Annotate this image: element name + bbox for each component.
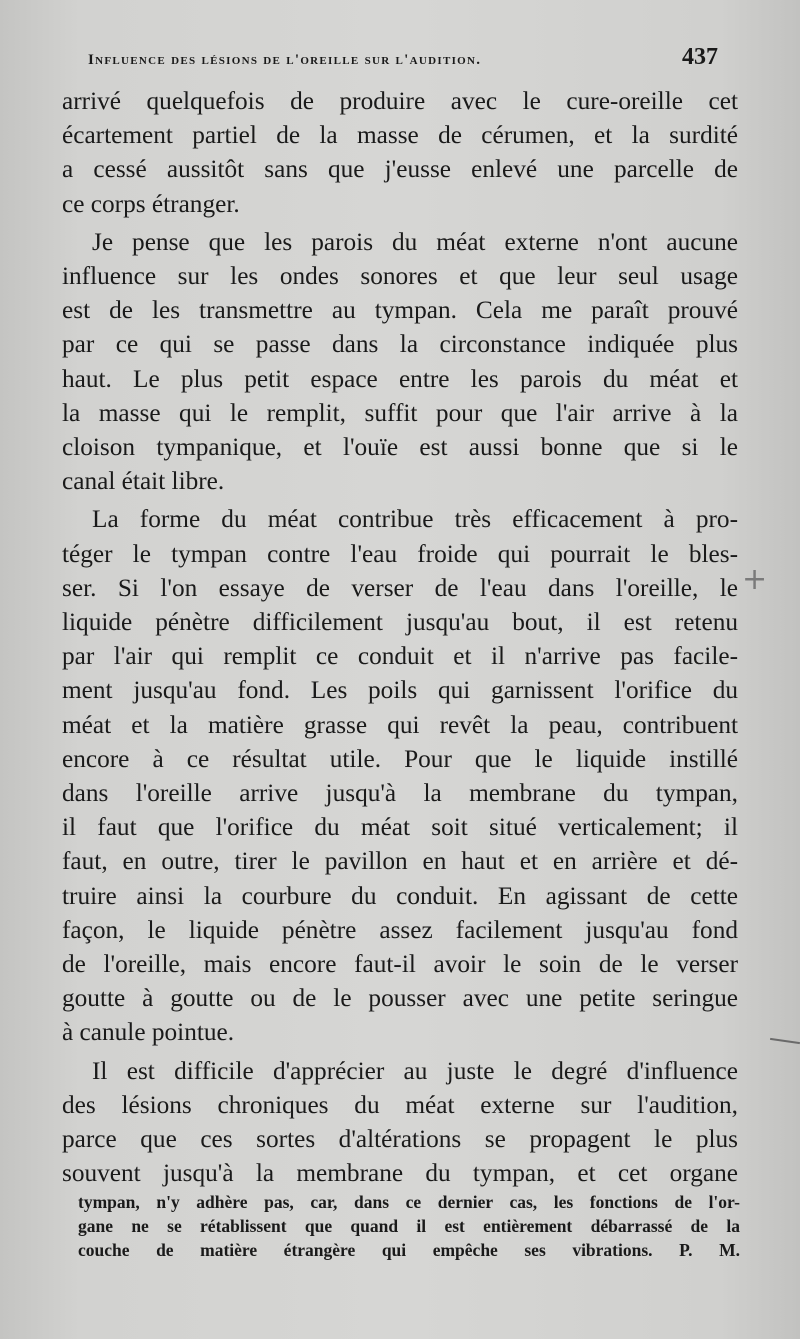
text-line: liquide pénètre difficilement jusqu'au bout, il est retenu [62, 608, 738, 637]
text-line: écartement partiel de la masse de cérumen, et la surdité [62, 121, 738, 150]
text-line: dans l'oreille arrive jusqu'à la membrane du tympan, [62, 779, 738, 808]
text-line: haut. Le plus petit espace entre les parois du méat et [62, 364, 738, 393]
text-line: Il est difficile d'apprécier au juste le degré d'influence [92, 1056, 738, 1085]
text-line: la masse qui le remplit, suffit pour que l'air arrive à la [62, 398, 738, 427]
text-line: façon, le liquide pénètre assez facilement jusqu'au fond [62, 915, 738, 944]
text-line: arrivé quelquefois de produire avec le cure-oreille cet [62, 87, 738, 115]
text-line: canal était libre. [62, 467, 225, 496]
text-line: souvent jusqu'à la membrane du tympan, et cet organe [62, 1159, 738, 1188]
text-line: a cessé aussitôt sans que j'eusse enlevé une parcelle de [62, 155, 738, 184]
footnote-line: couche de matière étrangère qui empêche ses vibrations. P. M. [78, 1240, 740, 1260]
page-header [88, 44, 718, 78]
text-line: par ce qui se passe dans la circonstance indiquée plus [62, 330, 738, 359]
text-line: influence sur les ondes sonores et que leur seul usage [62, 262, 738, 291]
text-line: téger le tympan contre l'eau froide qui pourrait le bles- [62, 539, 738, 568]
margin-cross-mark: + [742, 562, 768, 597]
text-line: truire ainsi la courbure du conduit. En agissant de cette [62, 881, 738, 910]
text-line: Je pense que les parois du méat externe n'ont aucune [92, 227, 738, 256]
text-line: goutte à goutte ou de le pousser avec une petite seringue [62, 984, 738, 1013]
text-line: cloison tympanique, et l'ouïe est aussi bonne que si le [62, 433, 738, 462]
text-line: de l'oreille, mais encore faut-il avoir le soin de le verser [62, 950, 738, 979]
main-text [62, 84, 738, 1191]
margin-dash-mark [770, 1038, 800, 1044]
text-line: ce corps étranger. [62, 189, 240, 218]
running-title: Influence des lésions de l'oreille sur l'audition. [88, 52, 482, 68]
footnote-line: gane ne se rétablissent que quand il est entièrement débarrassé de la [78, 1216, 740, 1236]
text-line: méat et la matière grasse qui revêt la peau, contribuent [62, 710, 738, 739]
footnote-line: tympan, n'y adhère pas, car, dans ce dernier cas, les fonctions de l'or- [78, 1192, 740, 1212]
text-line: ser. Si l'on essaye de verser de l'eau dans l'oreille, le [62, 573, 738, 602]
text-line: des lésions chroniques du méat externe sur l'audition, [62, 1090, 738, 1119]
footnote [78, 1190, 740, 1262]
text-line: encore à ce résultat utile. Pour que le liquide instillé [62, 744, 738, 773]
text-line: faut, en outre, tirer le pavillon en haut et en arrière et dé- [62, 847, 738, 876]
text-line: il faut que l'orifice du méat soit situé verticalement; il [62, 813, 738, 842]
text-line: ment jusqu'au fond. Les poils qui garnissent l'orifice du [62, 676, 738, 705]
text-line: est de les transmettre au tympan. Cela me paraît prouvé [62, 296, 738, 325]
text-line: à canule pointue. [62, 1018, 235, 1047]
text-line: La forme du méat contribue très efficacement à pro- [92, 505, 738, 534]
text-line: par l'air qui remplit ce conduit et il n'arrive pas facile- [62, 642, 738, 671]
page-number: 437 [682, 44, 718, 70]
text-line: parce que ces sortes d'altérations se propagent le plus [62, 1125, 738, 1154]
